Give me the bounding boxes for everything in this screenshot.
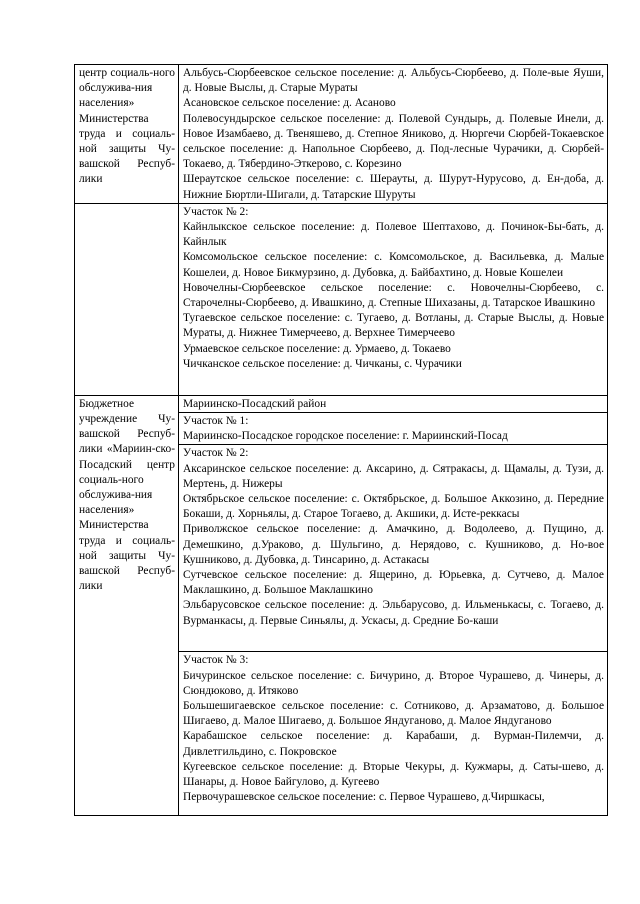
table-row [75,65,608,204]
institution-cell: Бюджетное учреждение Чу-вашской Респуб-лики «Мариин-ско-Посадский центр социаль-ного обслужива-ния населения» Министерства труда и социаль-ной защиты Чу-вашской Респуб-лики [75,395,179,816]
settlement-entry: Эльбарусовское сельское поселение: д. Эльбарусово, д. Ильменькасы, с. Тогаево, д. Вурманкасы, д. Первые Синьялы, д. Ускасы, д. Средние Бо-каши [183,599,604,627]
table-row [75,203,608,395]
section-heading: Участок № 3: [183,654,249,667]
settlement-entry: Чичканское сельское поселение: д. Чичканы, с. Чурачики [183,357,462,370]
settlement-entry: Альбусь-Сюрбеевское сельское поселение: д. Альбусь-Сюрбеево, д. Поле-вые Яуши, д. Новые Выслы, д. Старые Мураты [183,67,604,95]
settlement-entry: Октябрьское сельское поселение: с. Октябрьское, д. Большое Аккозино, д. Передние Бокаши, д. Хорньялы, д. Старое Тогаево, д. Акшики, д. Исте-реккасы [183,493,604,521]
settlement-entry: Шераутское сельское поселение: с. Шерауты, д. Шурут-Нурусово, д. Ен-доба, д. Нижние Бюртли-Шигали, д. Татарские Шуруты [183,173,604,201]
settlement-entry: Асановское сельское поселение: д. Асаново [183,97,396,110]
settlement-entry: Приволжское сельское поселение: д. Амачкино, д. Водолеево, д. Пущино, д. Демешкино, д.Ураково, д. Шульгино, д. Нерядово, с. Кушниково, д. Но-вое Кушниково, д. Дубовка, д. Тинсарино, д. Астакасы [183,523,604,566]
institution-cell: центр социаль-ного обслужива-ния населения» Министерства труда и социаль-ной защиты Чу-вашской Респуб-лики [75,65,179,204]
settlement-entry: Урмаевское сельское поселение: д. Урмаево, д. Токаево [183,342,451,355]
settlement-entry: Кугеевское сельское поселение: д. Вторые Чекуры, д. Кужмары, д. Саты-шево, д. Шанары, д. Новое Байгулово, д. Кугеево [183,760,604,789]
district-heading: Мариинско-Посадский район [183,397,327,410]
section-heading: Участок № 2: [183,205,249,218]
settlement-entry: Аксаринское сельское поселение: д. Аксарино, д. Сятракасы, д. Щамалы, д. Тузи, д. Мертень, д. Нижеры [183,462,604,490]
settlements-cell [179,445,608,652]
settlement-entry: Мариинско-Посадское городское поселение: г. Мариинский-Посад [183,430,508,443]
district-cell [179,395,608,412]
section-heading: Участок № 2: [183,447,249,460]
table-row [75,395,608,412]
settlement-entry: Карабашское сельское поселение: д. Карабаши, д. Вурман-Пилемчи, д. Дивлетгильдино, с. Покровское [183,730,604,758]
settlement-entry: Тугаевское сельское поселение: с. Тугаево, д. Вотланы, д. Старые Выслы, д. Новые Мураты, д. Нижнее Тимерчеево, д. Верхнее Тимерчеево [183,312,604,340]
settlement-entry: Полевосундырское сельское поселение: д. Полевой Сундырь, д. Полевые Инели, д. Новое Изамбаево, д. Твеняшево, д. Степное Яниково, д. Нюргечи Сюрбей-Токаевское сельское поселение: д. Напольное Сюрбеево, д. Под-лесные Чурачики, д. Сюрбей-Токаево, д. Тябердино-Эткерово, с. Корезино [183,112,604,171]
settlements-cell [179,652,608,816]
settlement-entry: Новочелны-Сюрбеевское сельское поселение: с. Новочелны-Сюрбеево, с. Старочелны-Сюрбеево, д. Ивашкино, д. Степные Шихазаны, д. Татарское Ивашкино [183,281,604,310]
settlement-entry: Бичуринское сельское поселение: с. Бичурино, д. Второе Чурашево, д. Чинеры, д. Сюндюково, д. Итяково [183,669,604,697]
settlements-cell [179,65,608,204]
institution-cell [75,203,179,395]
settlement-entry: Комсомольское сельское поселение: с. Комсомольское, д. Васильевка, д. Малые Кошелеи, д. Новое Бикмурзино, д. Дубовка, д. Байбахтино, д. Новые Кошелеи [183,251,604,279]
section-heading: Участок № 1: [183,415,249,428]
settlement-entry: Кайнлыкское сельское поселение: д. Полевое Шептахово, д. Починок-Бы-бать, д. Кайнлык [183,221,604,249]
settlement-entry: Первочурашевское сельское поселение: с. Первое Чурашево, д.Чиршкасы, [183,791,545,804]
districts-table [74,64,608,816]
settlement-entry: Сутчевское сельское поселение: д. Ящерино, д. Юрьевка, д. Сутчево, д. Малое Маклашкино, д. Большое Маклашкино [183,569,604,597]
settlement-entry: Большешигаевское сельское поселение: с. Сотниково, д. Арзаматово, д. Большое Шигаево, д. Малое Шигаево, д. Большое Яндуганово, д. Малое Яндуганово [183,700,604,728]
settlements-cell [179,203,608,395]
settlements-cell [179,413,608,445]
